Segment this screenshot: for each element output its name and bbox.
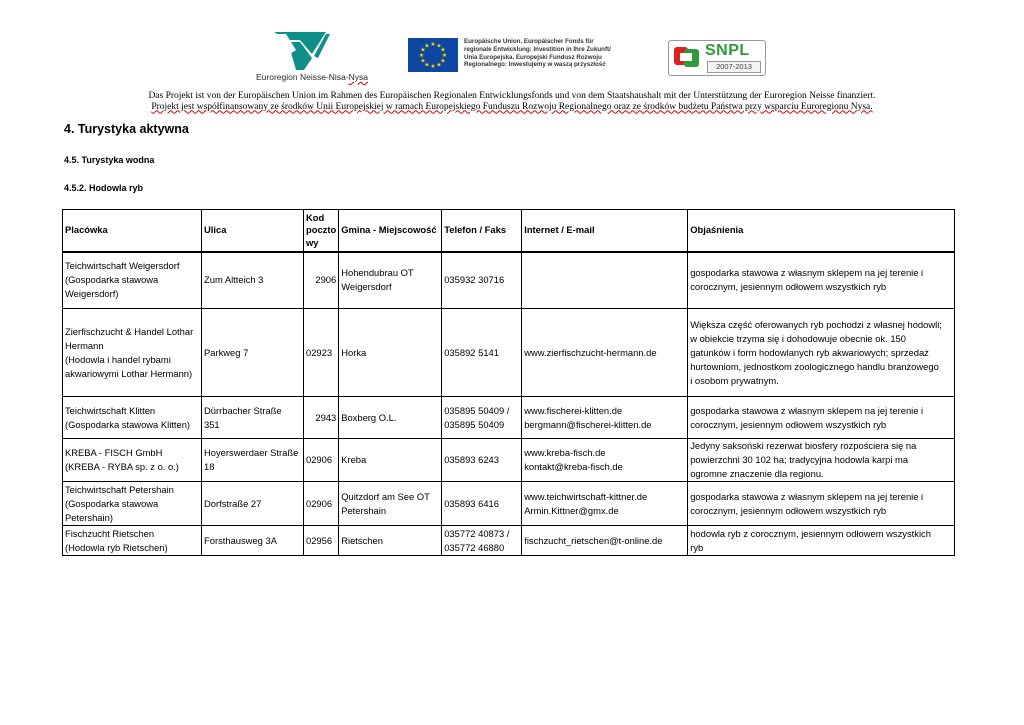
funding-disclaimer	[0, 91, 1024, 112]
objasnienia-line: ogromne znaczenie dla regionu.	[690, 468, 824, 479]
svg-text:★: ★	[436, 61, 442, 69]
placowka-line: (Hodowla ryb Rietschen)	[65, 541, 168, 553]
cell-ulica	[202, 252, 304, 309]
cell-internet[interactable]	[522, 252, 688, 309]
placowka-line: (Gospodarka stawowa	[65, 274, 159, 286]
telefon-line: 035893 6416	[444, 497, 499, 509]
gmina-line: Hohendubrau OT	[341, 267, 414, 279]
cell-telefon	[442, 309, 522, 397]
cell-gmina	[339, 482, 442, 526]
ulica-line: Parkweg 7	[204, 346, 249, 358]
internet-line[interactable]: www.teichwirtschaft-kittner.de	[524, 490, 648, 502]
cell-telefon	[442, 252, 522, 309]
cell-placowka	[63, 397, 202, 439]
internet-line[interactable]: www.fischerei-klitten.de	[524, 404, 623, 416]
eu-text: Europäische Union. Europäischer Fonds für regionale Entwicklung: Investition in Ihre Zukunft/ Unia Europejska. Europejski Fundusz Rozwoju Regionalnego: Inwestujemy w waszą przyszłość	[464, 38, 611, 69]
placowka-line: Hermann	[65, 339, 104, 351]
fish-farms-table	[62, 209, 955, 556]
header-ulica: Ulica	[202, 210, 304, 252]
placowka-line: (Gospodarka stawowa Klitten)	[65, 418, 191, 430]
internet-line[interactable]: kontakt@kreba-fisch.de	[524, 461, 623, 472]
ulica-line: 351	[204, 418, 220, 430]
cell-gmina	[339, 309, 442, 397]
objasnienia-line: gospodarka stawowa z własnym sklepem na jej terenie i	[690, 267, 924, 279]
svg-text:★: ★	[440, 57, 446, 65]
telefon-line: 035893 6243	[444, 454, 499, 465]
cell-ulica	[202, 397, 304, 439]
cell-gmina	[339, 526, 442, 556]
placowka-line: Petershain)	[65, 511, 113, 523]
objasnienia-line: gospodarka stawowa z własnym sklepem na jej terenie i	[690, 404, 924, 416]
snpl-mark-icon	[673, 45, 701, 69]
eu-flag-icon	[408, 38, 458, 72]
cell-objasnienia	[688, 439, 955, 482]
objasnienia-line: corocznym, jesiennym odłowem wszystkich ryb	[690, 418, 887, 430]
cell-placowka	[63, 252, 202, 309]
gmina-line: Boxberg O.L.	[341, 411, 397, 423]
objasnienia-line: Większa część oferowanych ryb pochodzi z własnej hodowli;	[690, 318, 942, 330]
gmina-line: Weigersdorf	[341, 281, 392, 293]
ulica-line: Hoyerswerdaer Straße	[204, 447, 299, 458]
snpl-name: SNPL	[705, 42, 750, 59]
placowka-line: Teichwirtschaft Weigersdorf	[65, 260, 180, 272]
telefon-line: 035895 50409	[444, 418, 505, 430]
cell-objasnienia	[688, 397, 955, 439]
internet-line[interactable]: bergmann@fischerei-klitten.de	[524, 418, 652, 430]
cell-ulica	[202, 309, 304, 397]
objasnienia-line: corocznym, jesiennym odłowem wszystkich ryb	[690, 281, 887, 293]
svg-text:★: ★	[441, 52, 448, 59]
euroregion-logo	[252, 28, 372, 86]
objasnienia-line: i osobom prywatnym.	[690, 374, 779, 386]
objasnienia-line: gatunków i form hodowlanych ryb akwariowych; sprzedaż	[690, 346, 929, 358]
ulica-line: Dürrbacher Straße	[204, 404, 282, 416]
svg-text:★: ★	[430, 41, 436, 48]
cell-kod: 02906	[304, 482, 339, 526]
cell-placowka	[63, 482, 202, 526]
cell-gmina	[339, 439, 442, 482]
svg-text:★: ★	[418, 52, 425, 59]
cell-internet[interactable]	[522, 309, 688, 397]
table-row	[63, 482, 955, 526]
svg-text:★: ★	[440, 46, 446, 54]
gmina-line: Kreba	[341, 454, 367, 465]
euroregion-caption: Euroregion Neisse-Nisa-Nysa	[256, 72, 368, 82]
cell-placowka	[63, 439, 202, 482]
placowka-line: KREBA - FISCH GmbH	[65, 447, 163, 458]
cell-gmina	[339, 252, 442, 309]
cell-placowka	[63, 309, 202, 397]
cell-ulica	[202, 526, 304, 556]
header-internet: Internet / E-mail	[522, 210, 688, 252]
svg-text:★: ★	[420, 46, 426, 54]
cell-kod: 2906	[304, 252, 339, 309]
internet-line[interactable]: fischzucht_rietschen@t-online.de	[524, 534, 663, 546]
objasnienia-line: corocznym, jesiennym odłowem wszystkich ryb	[690, 504, 887, 516]
cell-kod: 02956	[304, 526, 339, 556]
svg-text:★: ★	[420, 57, 426, 65]
placowka-line: Fischzucht Rietschen	[65, 527, 155, 539]
table-row	[63, 397, 955, 439]
disclaimer-polish: Projekt jest współfinansowany ze środków Unii Europejskiej w ramach Europejskiego Funduszu Rozwoju Regionalnego oraz ze środków budżetu Państwa przy wsparciu Euroregionu Nysa.	[151, 101, 873, 112]
cell-objasnienia	[688, 526, 955, 556]
internet-line[interactable]: www.kreba-fisch.de	[524, 447, 606, 458]
cell-kod: 02923	[304, 309, 339, 397]
snpl-years: 2007-2013	[707, 61, 761, 73]
objasnienia-line: Jedyny saksoński rezerwat biosfery rozpościera się na	[690, 440, 917, 451]
ulica-line: 18	[204, 461, 215, 472]
ulica-line: Forsthausweg 3A	[204, 534, 277, 546]
table-row	[63, 439, 955, 482]
gmina-line: Petershain	[341, 504, 387, 516]
cell-ulica	[202, 482, 304, 526]
eu-erdf-logo	[408, 38, 638, 74]
cell-kod: 02906	[304, 439, 339, 482]
cell-internet[interactable]	[522, 439, 688, 482]
objasnienia-line: hurtowniom, jednostkom zoologicznego handlu branżowego	[690, 360, 939, 372]
cell-ulica	[202, 439, 304, 482]
telefon-line: 035932 30716	[444, 274, 505, 286]
cell-objasnienia	[688, 309, 955, 397]
table-row	[63, 252, 955, 309]
cell-internet[interactable]	[522, 482, 688, 526]
cell-placowka	[63, 526, 202, 556]
cell-telefon	[442, 526, 522, 556]
placowka-line: Zierfischzucht & Handel Lothar	[65, 325, 194, 337]
cell-gmina	[339, 397, 442, 439]
cell-internet[interactable]	[522, 397, 688, 439]
gmina-line: Quitzdorf am See OT	[341, 490, 430, 502]
header-gmina: Gmina - Miejscowość	[339, 210, 442, 252]
placowka-line: (Hodowla i handel rybami	[65, 353, 171, 365]
table-row	[63, 309, 955, 397]
cell-objasnienia	[688, 252, 955, 309]
header-objasnienia: Objaśnienia	[688, 210, 955, 252]
cell-internet[interactable]	[522, 526, 688, 556]
subsubsection-heading: 4.5.2. Hodowla ryb	[64, 183, 144, 193]
header-logos	[0, 28, 1024, 88]
section-heading: 4. Turystyka aktywna	[64, 122, 189, 136]
disclaimer-german: Das Projekt ist von der Europäischen Union im Rahmen des Europäischen Regionalen Entwicklungsfonds und von dem Staatshaushalt mit der Unterstützung der Euroregion Neisse finanziert.	[148, 91, 876, 101]
ulica-line: Zum Altteich 3	[204, 274, 264, 286]
cell-kod: 2943	[304, 397, 339, 439]
placowka-line: Teichwirtschaft Petershain	[65, 483, 174, 495]
telefon-line: 035892 5141	[444, 346, 499, 358]
cell-telefon	[442, 397, 522, 439]
gmina-line: Horka	[341, 346, 367, 358]
objasnienia-line: w obiekcie trzyma się i dohodowuje obecnie ok. 150	[690, 332, 906, 344]
svg-text:★: ★	[424, 61, 430, 69]
placowka-line: (KREBA - RYBA sp. z o. o.)	[65, 461, 179, 472]
svg-text:★: ★	[424, 42, 430, 50]
svg-text:★: ★	[436, 42, 442, 50]
placowka-line: (Gospodarka stawowa	[65, 497, 159, 509]
objasnienia-line: hodowla ryb z corocznym, jesiennym odłowem wszystkich	[690, 527, 931, 539]
telefon-line: 035895 50409 /	[444, 404, 510, 416]
cell-telefon	[442, 439, 522, 482]
placowka-line: Weigersdorf)	[65, 288, 119, 300]
subsection-heading: 4.5. Turystyka wodna	[64, 155, 155, 165]
ulica-line: Dorfstraße 27	[204, 497, 262, 509]
objasnienia-line: gospodarka stawowa z własnym sklepem na jej terenie i	[690, 490, 924, 502]
internet-line[interactable]: Armin.Kittner@gmx.de	[524, 504, 619, 516]
cell-telefon	[442, 482, 522, 526]
internet-line[interactable]: www.zierfischzucht-hermann.de	[524, 346, 657, 358]
header-kod: Kod poczto wy	[304, 210, 339, 252]
cell-objasnienia	[688, 482, 955, 526]
placowka-line: akwariowymi Lothar Hermann)	[65, 367, 193, 379]
telefon-line: 035772 40873 /	[444, 527, 510, 539]
header-telefon: Telefon / Faks	[442, 210, 522, 252]
table-header-row	[63, 210, 955, 252]
snpl-logo	[668, 40, 766, 76]
objasnienia-line: powierzchni 30 102 ha; tradycyjna hodowla karpi ma	[690, 454, 909, 465]
gmina-line: Rietschen	[341, 534, 383, 546]
placowka-line: Teichwirtschaft Klitten	[65, 404, 156, 416]
svg-text:★: ★	[430, 63, 436, 70]
header-placowka: Placówka	[63, 210, 202, 252]
euroregion-emblem-icon	[252, 28, 372, 72]
table-row	[63, 526, 955, 556]
objasnienia-line: ryb	[690, 541, 704, 553]
telefon-line: 035772 46880	[444, 541, 505, 553]
